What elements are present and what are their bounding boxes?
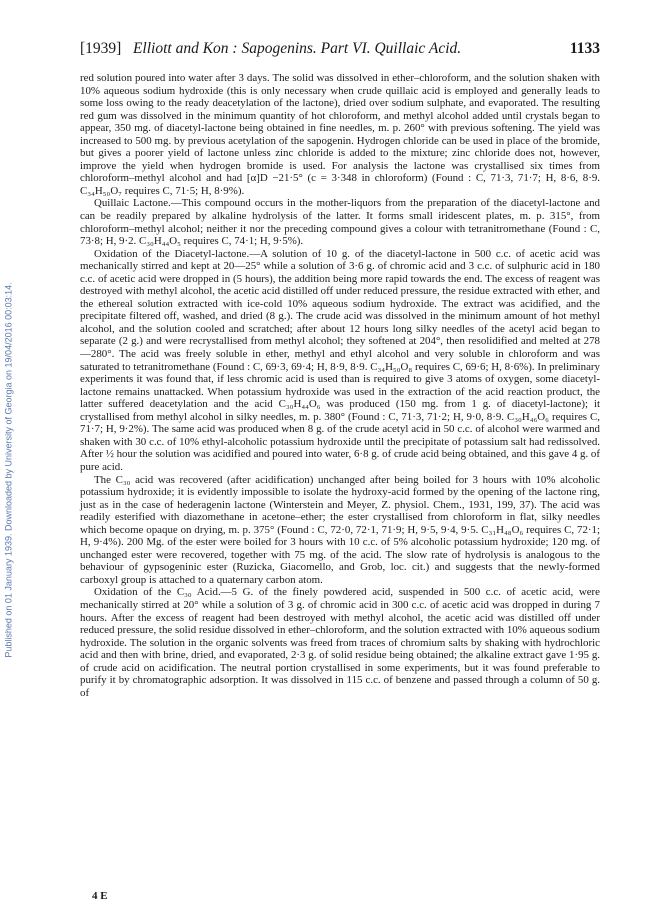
paragraph: red solution poured into water after 3 days. The solid was dissolved in ether–chloroform, and the solution shaken with 10% aqueous sodium hydroxide (this is only necessary when crude quillaic acid is employed and generally leads to some loss owing to the ready deacetylation of the lactone), dried over sodium sulphate, and evaporated. The resulting red gum was dissolved in the minimum quantity of hot chloroform, and methyl alcohol added until crystals began to appear, 350 mg. of diacetyl-lactone being obtained in fine needles, m. p. 260° with previous softening. The yield was increased to 500 mg. by previous acetylation of the sapogenin. Hydrogen chloride can be used in place of the bromide, but gives a poorer yield of lactone unless zinc chloride is added to the mixture; zinc chloride does not, however, improve the yield when hydrogen bromide is used. For analysis the lactone was crystallised six times from chloroform–methyl alcohol and had [α]D −21·5° (c = 3·348 in chloroform) (Found : C, 71·3, 71·7; H, 8·6, 8·9. C₃₄H₅₀O₇ requires C, 71·5; H, 8·9%). (80, 72, 600, 197)
running-title: Elliott and Kon : Sapogenins. Part VI. Quillaic Acid. (132, 40, 462, 57)
paragraph: Oxidation of the Diacetyl-lactone.—A solution of 10 g. of the diacetyl-lactone in 500 c.c. of acetic acid was mechanically stirred and kept at 20—25° while a solution of 3·6 g. of chromic acid and 3 c.c. of sulphuric acid in 180 c.c. of acetic acid were dropped in (5 hours), the addition being more rapid towards the end. The excess of reagent was destroyed with methyl alcohol, the acetic acid distilled off under reduced pressure, the residue extracted with ether, and the ethereal solution extracted with ice-cold 10% aqueous sodium hydroxide. The extract was acidified, and the precipitate filtered off, washed, and dried (8 g.). The crude acid was dissolved in the minimum amount of hot methyl alcohol, and the solution cooled and scratched; after about 12 hours long silky needles of the acetyl acid began to separate (2 g.) and were recrystallised from methyl alcohol; they softened at 204°, then resolidified and melted at 278—280°. The acid was freely soluble in ether, methyl and ethyl alcohol and very soluble in chloroform and was saturated to tetranitromethane (Found : C, 69·3, 69·4; H, 8·9, 8·9. C₃₄H₅₀O₈ requires C, 69·6; H, 8·6%). In preliminary experiments it was found that, if less chromic acid is used than is required to give 3 atoms of oxygen, some diacetyl-lactone remains unattacked. When potassium hydroxide was used in the extraction of the acid reaction product, the latter suffered deacetylation and the acid C₃₀H₄₄O₆ was produced (150 mg. from 1 g. of diacetyl-lactone); it crystallised from methyl alcohol in silky needles, m. p. 380° (Found : C, 71·3, 71·2; H, 9·0, 8·9. C₃₀H₄₆O₆ requires C, 71·7; H, 9·2%). The same acid was produced when 8 g. of the crude acetyl acid in 50 c.c. of alcohol were warmed and shaken with 30 c.c. of 10% ethyl-alcoholic potassium hydroxide until the precipitate of potassium salt had redissolved. After ½ hour the solution was acidified and poured into water, 6·8 g. of crude acid being obtained, and this gave 4 g. of pure acid. (80, 247, 600, 473)
download-notice (2, 40, 16, 900)
paragraph: Oxidation of the C₃₀ Acid.—5 G. of the finely powdered acid, suspended in 500 c.c. of acetic acid, were mechanically stirred at 20° while a solution of 3 g. of chromic acid in 300 c.c. of acetic acid was dropped in during 7 hours. After the excess of reagent had been destroyed with methyl alcohol, the acetic acid was distilled off under reduced pressure, the solid residue dissolved in ether–chloroform, and the solution extracted with 10% aqueous sodium hydroxide. The solution in the organic solvents was freed from traces of chromium salts by shaking with hydrochloric acid and then with brine, dried, and evaporated, 2·3 g. of solid residue being obtained; the alkaline extract gave 1·95 g. of crude acid on acidification. The neutral portion crystallised in some experiments, but it was found preferable to purify it by chromatographic adsorption. It was dissolved in 115 c.c. of benzene and passed through a column of 50 g. of (80, 586, 600, 699)
page-header (80, 40, 600, 58)
running-head (80, 40, 461, 58)
header-year: [1939] (80, 40, 122, 57)
download-notice-text: Published on 01 January 1939. Downloaded by University of Georgia on 19/04/2016 00:03:14. (4, 282, 15, 658)
article-body (80, 72, 600, 699)
signature-mark: 4 E (92, 890, 108, 902)
paragraph: Quillaic Lactone.—This compound occurs in the mother-liquors from the preparation of the diacetyl-lactone and can be readily prepared by alkaline hydrolysis of the latter. It forms small iridescent plates, m. p. 315°, from chloroform–methyl alcohol; neither it nor the preceding compound gives a colour with tetranitromethane (Found : C, 73·8; H, 9·2. C₃₀H₄₄O₅ requires C, 74·1; H, 9·5%). (80, 197, 600, 248)
paragraph: The C₃₀ acid was recovered (after acidification) unchanged after being boiled for 3 hours with 10% alcoholic potassium hydroxide; it is evidently impossible to isolate the hydroxy-acid formed by the opening of the lactone ring, just as in the case of hederagenin lactone (Winterstein and Meyer, Z. physiol. Chem., 1931, 199, 37). The acid was readily esterified with diazomethane in acetone–ether; the ester crystallised from chloroform in flat, silky needles which become opaque on drying, m. p. 375° (Found : C, 72·0, 72·1, 71·9; H, 9·5, 9·4, 9·5. C₃₁H₄₈O₆ requires C, 72·1; H, 9·4%). 200 Mg. of the ester were boiled for 3 hours with 10 c.c. of 5% alcoholic potassium hydroxide; 120 mg. of unchanged ester were recovered, together with 75 mg. of the acid. The slow rate of hydrolysis is analogous to the behaviour of gypsogeninic ester (Ruzicka, Giacomello, and Grob, loc. cit.) and suggests that the newly-formed carboxyl group is attached to a quaternary carbon atom. (80, 473, 600, 586)
page-number: 1133 (569, 40, 600, 57)
